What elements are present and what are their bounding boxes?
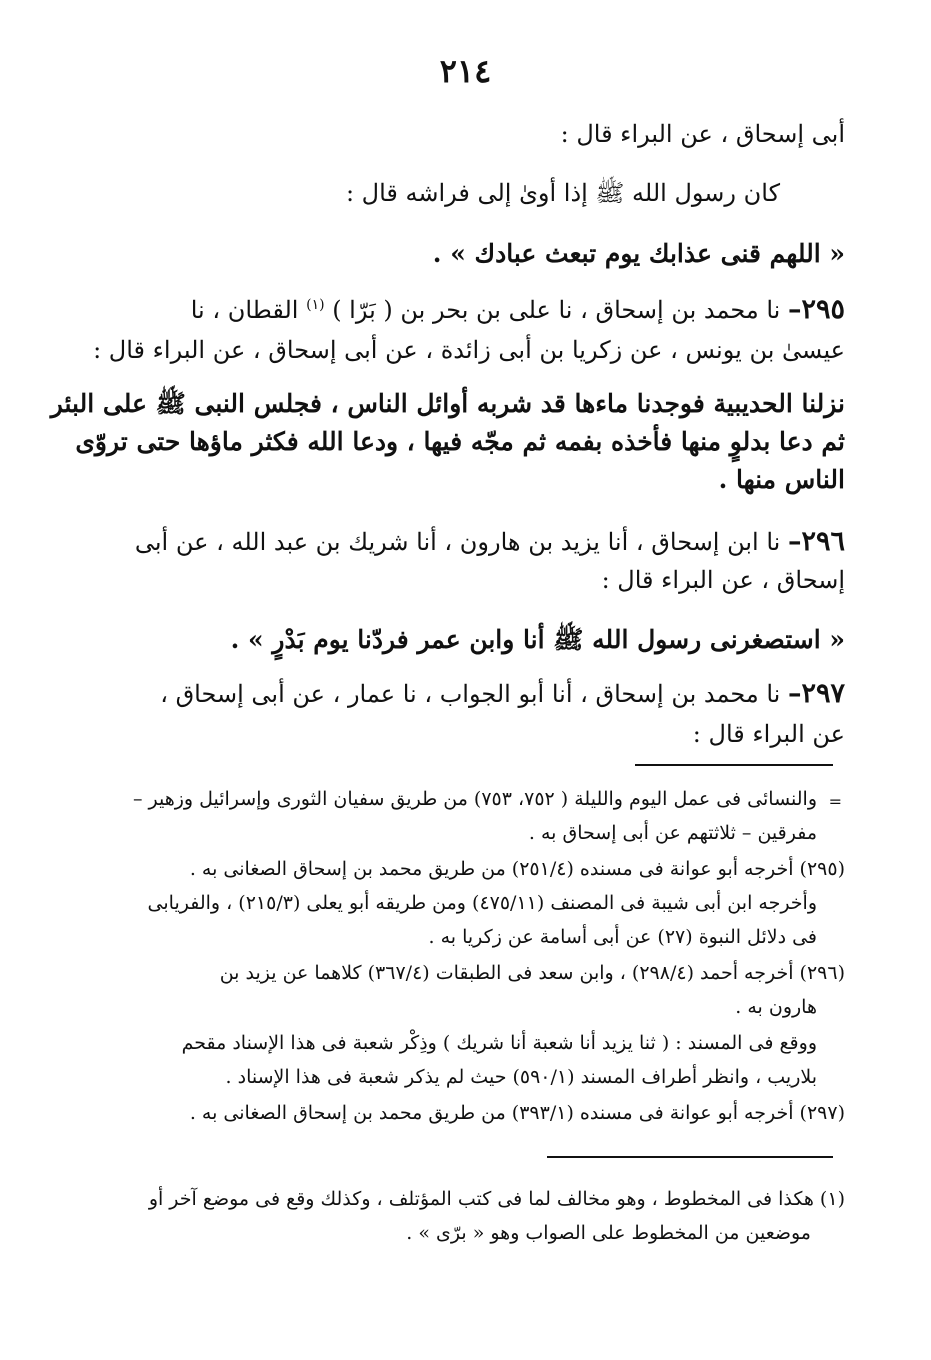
footnote-line: بلاريب ، وانظر أطراف المسند (٥٩٠/١) حيث لم يذكر شعبة فى هذا الإسناد .	[225, 1066, 817, 1088]
supplication-line: « اللهم قنى عذابك يوم تبعث عبادك » .	[432, 239, 845, 268]
editor-note-divider	[547, 1156, 833, 1158]
hadith-number: ٢٩٦–	[787, 526, 845, 557]
page-number: ٢١٤	[439, 52, 492, 90]
hadith-chain: نا محمد بن إسحاق ، نا على بن بحر بن ( بَرّا )	[324, 296, 781, 324]
text-line: عيسىٰ بن يونس ، عن زكريا بن أبى زائدة ، عن أبى إسحاق ، عن البراء قال :	[93, 336, 845, 364]
hadith-text-line: « استصغرنى رسول الله ﷺ أنا وابن عمر فردّنا يوم بَدْرٍ » .	[230, 625, 845, 654]
footnote-line: هارون به .	[735, 996, 817, 1018]
hadith-296-header	[85, 524, 845, 560]
footnote-line: (٢٩٧) أخرجه أبو عوانة فى مسنده (٣٩٣/١) من طريق محمد بن إسحاق الصغانى به .	[189, 1102, 845, 1124]
footnote-line: والنسائى فى عمل اليوم والليلة ( ٧٥٢، ٧٥٣) من طريق سفيان الثورى وإسرائيل وزهير –	[132, 788, 817, 810]
footnote-ref: (١)	[306, 297, 325, 313]
editor-note-line: (١) هكذا فى المخطوط ، وهو مخالف لما فى كتب المؤتلف ، وكذلك وقع فى موضع آخر أو	[148, 1188, 845, 1210]
hadith-text-line: الناس منها .	[718, 465, 845, 494]
text-line: إسحاق ، عن البراء قال :	[601, 566, 845, 594]
footnote-line: (٢٩٦) أخرجه أحمد (٢٩٨/٤) ، وابن سعد فى الطبقات (٣٦٧/٤) كلاهما عن يزيد بن	[219, 962, 845, 984]
hadith-297-header	[105, 676, 845, 712]
continuation-marker: =	[828, 792, 842, 811]
footnote-line: مفرقين – ثلاثتهم عن أبى إسحاق به .	[528, 822, 817, 844]
hadith-number: ٢٩٥–	[787, 294, 845, 325]
editor-note-line: موضعين من المخطوط على الصواب وهو « برّى » .	[406, 1222, 811, 1244]
hadith-chain: نا ابن إسحاق ، أنا يزيد بن هارون ، أنا شريك بن عبد الله ، عن أبى	[134, 528, 781, 556]
footnote-line: (٢٩٥) أخرجه أبو عوانة فى مسنده (٢٥١/٤) من طريق محمد بن إسحاق الصغانى به .	[189, 858, 845, 880]
hadith-chain: القطان ، نا	[190, 296, 307, 324]
hadith-text-line: ثم دعا بدلوٍ منها فأخذه بفمه ثم مجّه فيها ، ودعا الله فكثر ماؤها حتى تروّى	[75, 427, 845, 456]
text-line: كان رسول الله ﷺ إذا أوىٰ إلى فراشه قال :	[345, 179, 780, 207]
hadith-295-header	[85, 287, 845, 328]
text-line: عن البراء قال :	[692, 720, 845, 748]
hadith-text-line: نزلنا الحديبية فوجدنا ماءها قد شربه أوائل الناس ، فجلس النبى ﷺ على البئر	[50, 389, 845, 418]
footnote-line: ووقع فى المسند : ( ثنا يزيد أنا شعبة أنا شريك ) وذِكْر شعبة فى هذا الإسناد مقحم	[181, 1032, 817, 1054]
hadith-number: ٢٩٧–	[787, 678, 845, 709]
footnote-line: وأخرجه ابن أبى شيبة فى المصنف (٤٧٥/١١) ومن طريقه أبو يعلى (٢١٥/٣) ، والفريابى	[147, 892, 817, 914]
hadith-chain: نا محمد بن إسحاق ، أنا أبو الجواب ، نا عمار ، عن أبى إسحاق ،	[160, 680, 781, 708]
footnote-line: فى دلائل النبوة (٢٧) عن أبى أسامة عن زكريا به .	[428, 926, 817, 948]
footnote-divider	[635, 764, 833, 766]
text-line: أبى إسحاق ، عن البراء قال :	[560, 120, 845, 148]
